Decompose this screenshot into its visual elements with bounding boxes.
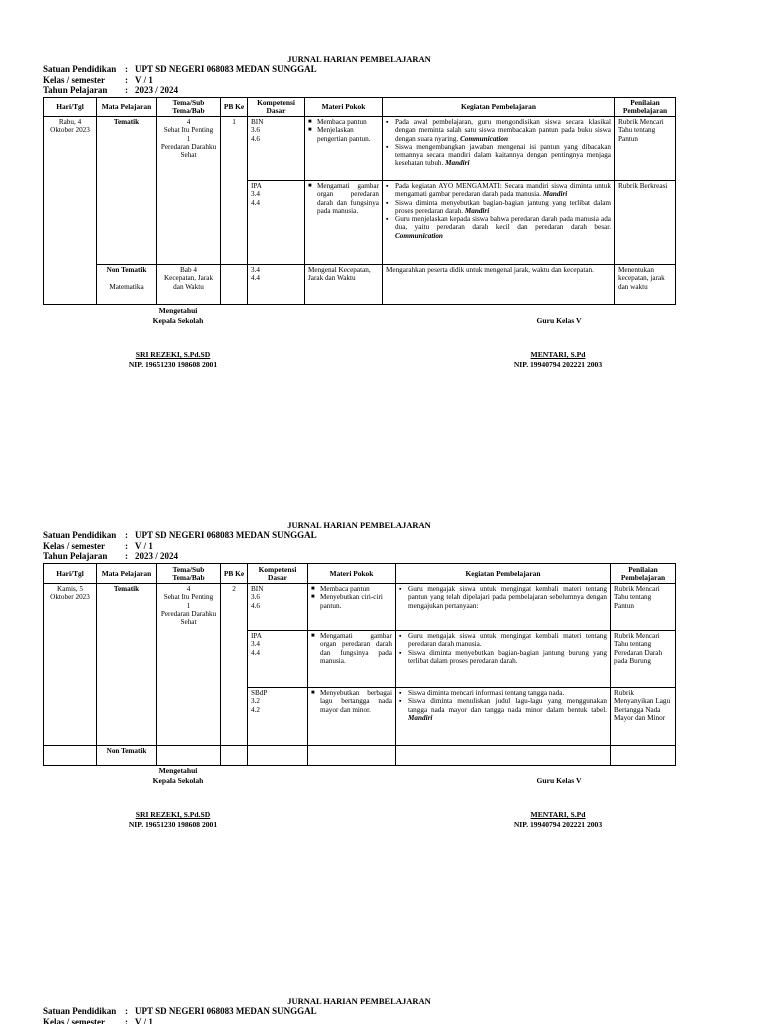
materi-item: ■ Mengamati gambar organ peredaran darah dan fungsinya pada manusia. — [308, 182, 379, 215]
signature-guru-name: MENTARI, S.Pd NIP. 19940794 202221 2003 — [513, 810, 603, 829]
cell-kegiatan — [396, 584, 611, 631]
header-tema: Tema/Sub Tema/Bab — [157, 98, 221, 117]
cell-kegiatan — [396, 688, 611, 746]
cell-tematik: Tematik — [97, 117, 157, 265]
signature-guru-name: MENTARI, S.Pd NIP. 19940794 202221 2003 — [513, 350, 603, 369]
header-mapel: Mata Pelajaran — [97, 98, 157, 117]
cell-materi — [305, 117, 383, 181]
cell-kd: SBdP 3.2 4.2 — [248, 688, 308, 746]
cell-kd: 3.4 4.4 — [248, 265, 305, 305]
kegiatan-item: ▪ Guru mengajak siswa untuk mengingat kembali materi tentang peredaran darah manusia. — [399, 632, 607, 649]
meta-kelas-value: V / 1 — [135, 74, 153, 85]
kegiatan-item: ▪ Siswa diminta menuliskan judul lagu-lagu yang menggunakan tangga nada mayor dan tangga nada minor dalam bentuk tabel. Mandiri — [399, 697, 607, 722]
header-pb: PB Ke — [221, 564, 248, 584]
cell-nontematik: Non Tematik — [97, 746, 157, 766]
cell-pb: 1 — [221, 117, 248, 265]
meta-kelas-label: Kelas / semester — [43, 540, 105, 551]
cell-date: Kamis, 5 Oktober 2023 — [44, 584, 97, 746]
cell-pb: 2 — [221, 584, 248, 746]
journal-day-2 — [43, 520, 675, 840]
cell-tema: Bab 4 Kecepatan, Jarak dan Waktu — [157, 265, 221, 305]
meta-kelas-label: Kelas / semester — [43, 74, 105, 85]
signature-kepala-name: SRI REZEKI, S.Pd.SD NIP. 19651230 198608 2001 — [128, 350, 218, 369]
cell-materi — [308, 688, 396, 746]
cell-penilaian: Rubrik Mencari Tahu tentang Peredaran Darah pada Burung — [611, 631, 676, 688]
cell-pb — [221, 746, 248, 766]
cell-kd: BIN 3.6 4.6 — [248, 584, 308, 631]
cell-kegiatan — [383, 117, 615, 181]
meta-satuan-value: UPT SD NEGERI 068083 MEDAN SUNGGAL — [135, 64, 317, 74]
meta-tahun-label: Tahun Pelajaran — [43, 85, 108, 95]
materi-item: ■ Menyebutkan berbagai lagu bertangga nada mayor dan minor. — [311, 689, 392, 714]
cell-kd: IPA 3.4 4.4 — [248, 631, 308, 688]
cell-pb — [221, 265, 248, 305]
materi-item: ■ Mengamati gambar organ peredaran darah dan fungsinya pada manusia. — [311, 632, 392, 665]
header-mapel: Mata Pelajaran — [97, 564, 157, 584]
journal-meta: Satuan Pendidikan : UPT SD NEGERI 068083 MEDAN SUNGGAL Kelas / semester : V / 1 Tahun Pelajaran : 2023 / 2024 — [43, 530, 317, 561]
cell-penilaian: Menentukan kecepatan, jarak dan waktu — [615, 265, 676, 305]
materi-item: ■ Menjelaskan pengertian pantun. — [308, 126, 379, 143]
meta-kelas-value: V / 1 — [135, 1016, 153, 1024]
cell-nontematik: Non Tematik Matematika — [97, 265, 157, 305]
kegiatan-item: ▪ Siswa diminta menyebutkan bagian-bagian jantung yang terlibat dalam proses peredaran darah. Mandiri — [386, 199, 611, 216]
meta-satuan-label: Satuan Pendidikan — [43, 530, 117, 540]
cell-tema: 4 Sehat Itu Penting 1 Peredaran Darahku Sehat — [157, 584, 221, 746]
meta-tahun-value: 2023 / 2024 — [135, 551, 179, 561]
cell-kd — [248, 746, 308, 766]
meta-satuan-label: Satuan Pendidikan — [43, 1006, 117, 1016]
header-materi: Materi Pokok — [308, 564, 396, 584]
cell-materi — [308, 584, 396, 631]
cell-kegiatan — [383, 181, 615, 265]
journal-table — [43, 563, 676, 766]
signature-kepala: Mengetahui Kepala Sekolah — [152, 306, 204, 325]
header-kegiatan: Kegiatan Pembelajaran — [396, 564, 611, 584]
meta-kelas-label: Kelas / semester — [43, 1016, 105, 1024]
cell-materi — [308, 631, 396, 688]
signature-guru-title: Guru Kelas V — [536, 316, 582, 325]
kegiatan-item: ▪ Guru menjelaskan kepada siswa bahwa peredaran darah pada manusia ada dua, yaitu peredaran darah kecil dan peredaran darah besar. Communication — [386, 215, 611, 240]
cell-tema — [157, 746, 221, 766]
header-materi: Materi Pokok — [305, 98, 383, 117]
journal-day-3 — [43, 996, 675, 1024]
meta-kelas-value: V / 1 — [135, 540, 153, 551]
header-penilaian: Penilaian Pembelajaran — [615, 98, 676, 117]
journal-title: JURNAL HARIAN PEMBELAJARAN — [287, 520, 431, 530]
header-kd: Kompetensi Dasar — [248, 564, 308, 584]
header-penilaian: Penilaian Pembelajaran — [611, 564, 676, 584]
header-kd: Kompetensi Dasar — [248, 98, 305, 117]
header-kegiatan: Kegiatan Pembelajaran — [383, 98, 615, 117]
header-tema: Tema/Sub Tema/Bab — [157, 564, 221, 584]
materi-item: ■ Membaca pantun — [311, 585, 392, 593]
header-hari: Hari/Tgl — [44, 98, 97, 117]
materi-item: ■ Membaca pantun — [308, 118, 379, 126]
cell-materi — [305, 181, 383, 265]
kegiatan-item: ▪ Guru mengajak siswa untuk mengingat kembali materi tentang pantun yang telah dipelajari pada pembelajaran sebelumnya dengan mengajukan pertanyaan: — [399, 585, 607, 610]
kegiatan-item: ▪ Siswa mengembangkan jawaban mengenai isi pantun yang dibacakan temannya secara mandiri dalam kaitannya dengan pentingnya menjaga kesehatan tubuh. Mandiri — [386, 143, 611, 168]
cell-penilaian: Rubrik Menyanyikan Lagu Bertangga Nada Mayor dan Minor — [611, 688, 676, 746]
meta-satuan-label: Satuan Pendidikan — [43, 64, 117, 74]
cell-penilaian: Rubrik Mencari Tahu tentang Pantun — [611, 584, 676, 631]
cell-date: Rabu, 4 Oktober 2023 — [44, 117, 97, 305]
kegiatan-item: ▪ Pada kegiatan AYO MENGAMATI: Secara mandiri siswa diminta untuk mengamati gambar peredaran darah pada manusia. Mandiri — [386, 182, 611, 199]
journal-table — [43, 97, 676, 305]
meta-tahun-label: Tahun Pelajaran — [43, 551, 108, 561]
materi-item: ■ Menyebutkan ciri-ciri pantun. — [311, 593, 392, 610]
cell-kegiatan — [396, 746, 611, 766]
subject-matematika: Matematika — [109, 283, 144, 292]
cell-date — [44, 746, 97, 766]
signature-kepala-name: SRI REZEKI, S.Pd.SD NIP. 19651230 198608 2001 — [128, 810, 218, 829]
kegiatan-item: ▪ Pada awal pembelajaran, guru mengondisikan siswa secara klasikal dengan meminta salah satu siswa membacakan pantun pada buku siswa dengan suara nyaring. Communication — [386, 118, 611, 143]
kegiatan-item: ▪ Siswa diminta menyebutkan bagian-bagian jantung burung yang terlibat dalam proses peredaran darah. — [399, 649, 607, 666]
cell-kegiatan: Mengarahkan peserta didik untuk mengenal jarak, waktu dan kecepatan. — [383, 265, 615, 305]
cell-kd: BIN 3.6 4.6 — [248, 117, 305, 181]
header-hari: Hari/Tgl — [44, 564, 97, 584]
signature-guru-title: Guru Kelas V — [536, 776, 582, 785]
header-pb: PB Ke — [221, 98, 248, 117]
cell-kd: IPA 3.4 4.4 — [248, 181, 305, 265]
meta-satuan-value: UPT SD NEGERI 068083 MEDAN SUNGGAL — [135, 1006, 317, 1016]
cell-penilaian: Rubrik Mencari Tahu tentang Pantun — [615, 117, 676, 181]
cell-penilaian: Rubrik Berkreasi — [615, 181, 676, 265]
journal-meta: Satuan Pendidikan : UPT SD NEGERI 068083 MEDAN SUNGGAL Kelas / semester : V / 1 — [43, 1006, 317, 1024]
signature-kepala: Mengetahui Kepala Sekolah — [152, 766, 204, 785]
journal-title: JURNAL HARIAN PEMBELAJARAN — [287, 996, 431, 1006]
cell-materi: Mengenal Kecepatan, Jarak dan Waktu — [305, 265, 383, 305]
kegiatan-item: ▪ Siswa diminta mencari informasi tentang tangga nada. — [399, 689, 607, 697]
meta-tahun-value: 2023 / 2024 — [135, 85, 179, 95]
meta-satuan-value: UPT SD NEGERI 068083 MEDAN SUNGGAL — [135, 530, 317, 540]
cell-penilaian — [611, 746, 676, 766]
journal-day-1 — [43, 54, 675, 374]
cell-kegiatan — [396, 631, 611, 688]
journal-title: JURNAL HARIAN PEMBELAJARAN — [287, 54, 431, 64]
cell-tematik: Tematik — [97, 584, 157, 746]
cell-materi — [308, 746, 396, 766]
cell-tema: 4 Sehat Itu Penting 1 Peredaran Darahku Sehat — [157, 117, 221, 265]
journal-meta: Satuan Pendidikan : UPT SD NEGERI 068083 MEDAN SUNGGAL Kelas / semester : V / 1 Tahun Pelajaran : 2023 / 2024 — [43, 64, 317, 95]
